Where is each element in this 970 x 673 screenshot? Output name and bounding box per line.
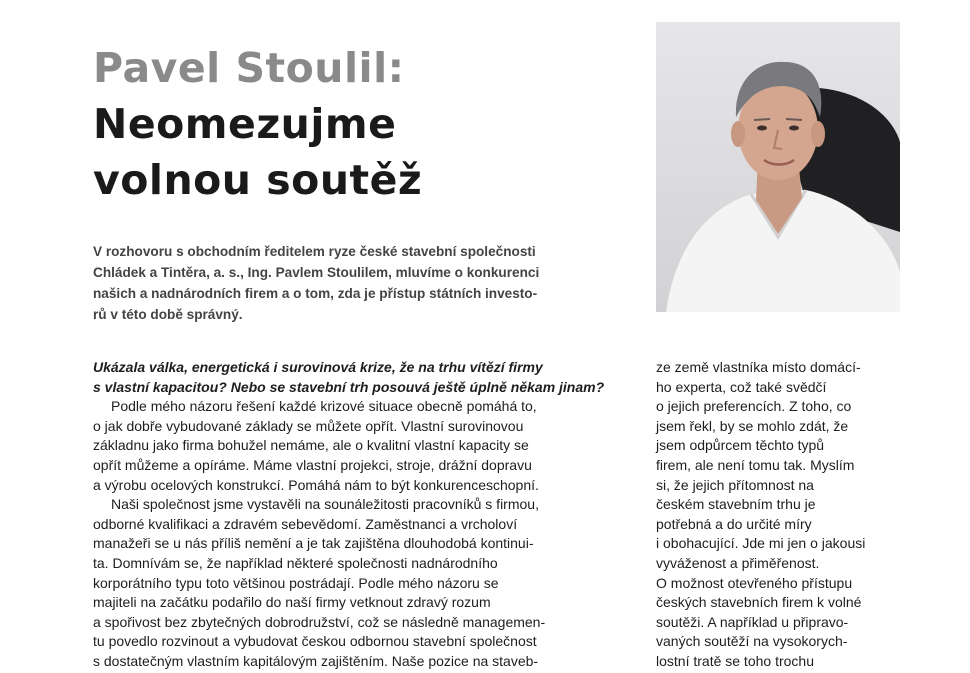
body-line: a spořivost bez zbytečných dobrodružství, což se následně managemen- (93, 613, 546, 630)
body-line: jsem odpůrcem těchto typů (656, 437, 825, 454)
body-line: ze země vlastníka místo domácí- (656, 359, 861, 375)
body-line: potřebná a do určité míry (656, 515, 812, 532)
lead-line: našich a nadnárodních firem a o tom, zda je přístup státních investo- (93, 286, 538, 301)
text-column-2 (656, 358, 906, 672)
body-line: i obohacující. Jde mi jen o jakousi (656, 535, 866, 552)
body-line: vaných soutěží na vysokorych- (656, 633, 848, 650)
portrait-photo (656, 22, 900, 312)
body-line: O možnost otevřeného přístupu (656, 574, 853, 591)
body-line: českém stavebním trhu je (656, 496, 816, 513)
body-line: základnu jako firma bohužel nemáme, ale o kvalitní vlastní kapacity se (93, 437, 529, 454)
article-lead (93, 241, 618, 325)
body-line: opřít můžeme a opíráme. Máme vlastní projekci, stroje, drážní dopravu (93, 456, 532, 473)
question-line: s vlastní kapacitou? Nebo se stavební trh posouvá ještě úplně někam jinam? (93, 378, 605, 395)
lead-line: V rozhovoru s obchodním ředitelem ryze české stavební společnosti (93, 244, 536, 259)
article-title (93, 40, 613, 208)
body-line: korporátního typu toto většinou postrádají. Podle mého názoru se (93, 574, 499, 591)
body-line: manažeři se u nás příliš nemění a je tak zajištěna dlouhodobá kontinui- (93, 535, 534, 552)
title-line: Neomezujme (93, 100, 397, 148)
title-name: Pavel Stoulil: (93, 44, 405, 92)
body-line: odborné kvalifikaci a zdravém sebevědomí. Zaměstnanci a vrcholoví (93, 515, 518, 532)
body-line: ho experta, což také svědčí (656, 378, 827, 395)
body-line: lostní tratě se toho trochu (656, 652, 814, 669)
text-column-1 (93, 358, 623, 672)
body-line: soutěži. A například u připravo- (656, 613, 849, 630)
title-line: volnou soutěž (93, 156, 423, 204)
question-line: Ukázala válka, energetická i surovinová krize, že na trhu vítězí firmy (93, 359, 543, 375)
body-line: o jak dobře vybudované základy se můžete opřít. Vlastní surovinovou (93, 417, 524, 434)
body-line: jsem řekl, by se mohlo zdát, že (656, 417, 849, 434)
body-line: Naši společnost jsme vystavěli na sounáležitosti pracovníků s firmou, (111, 496, 539, 513)
lead-line: rů v této době správný. (93, 307, 243, 322)
body-line: majiteli na začátku podařilo do naší firmy vetknout zdravý rozum (93, 594, 491, 611)
body-line: českých stavebních firem k volné (656, 594, 862, 611)
body-line: a výrobu ocelových konstrukcí. Pomáhá nám to být konkurenceschopní. (93, 476, 539, 493)
body-line: tu povedlo rozvinout a vybudovat českou odbornou stavební společnost (93, 633, 537, 650)
body-line: firem, ale není tomu tak. Myslím (656, 456, 855, 473)
body-line: vyváženost a přiměřenost. (656, 554, 820, 571)
body-line: Podle mého názoru řešení každé krizové situace obecně pomáhá to, (111, 398, 537, 415)
body-line: o jejich preferencích. Z toho, co (656, 398, 852, 415)
body-line: si, že jejich přítomnost na (656, 476, 814, 493)
lead-line: Chládek a Tintěra, a. s., Ing. Pavlem Stoulilem, mluvíme o konkurenci (93, 265, 540, 280)
body-line: ta. Domnívám se, že například některé společnosti nadnárodního (93, 554, 498, 571)
body-line: s dostatečným vlastním kapitálovým zajištěním. Naše pozice na staveb- (93, 652, 539, 669)
